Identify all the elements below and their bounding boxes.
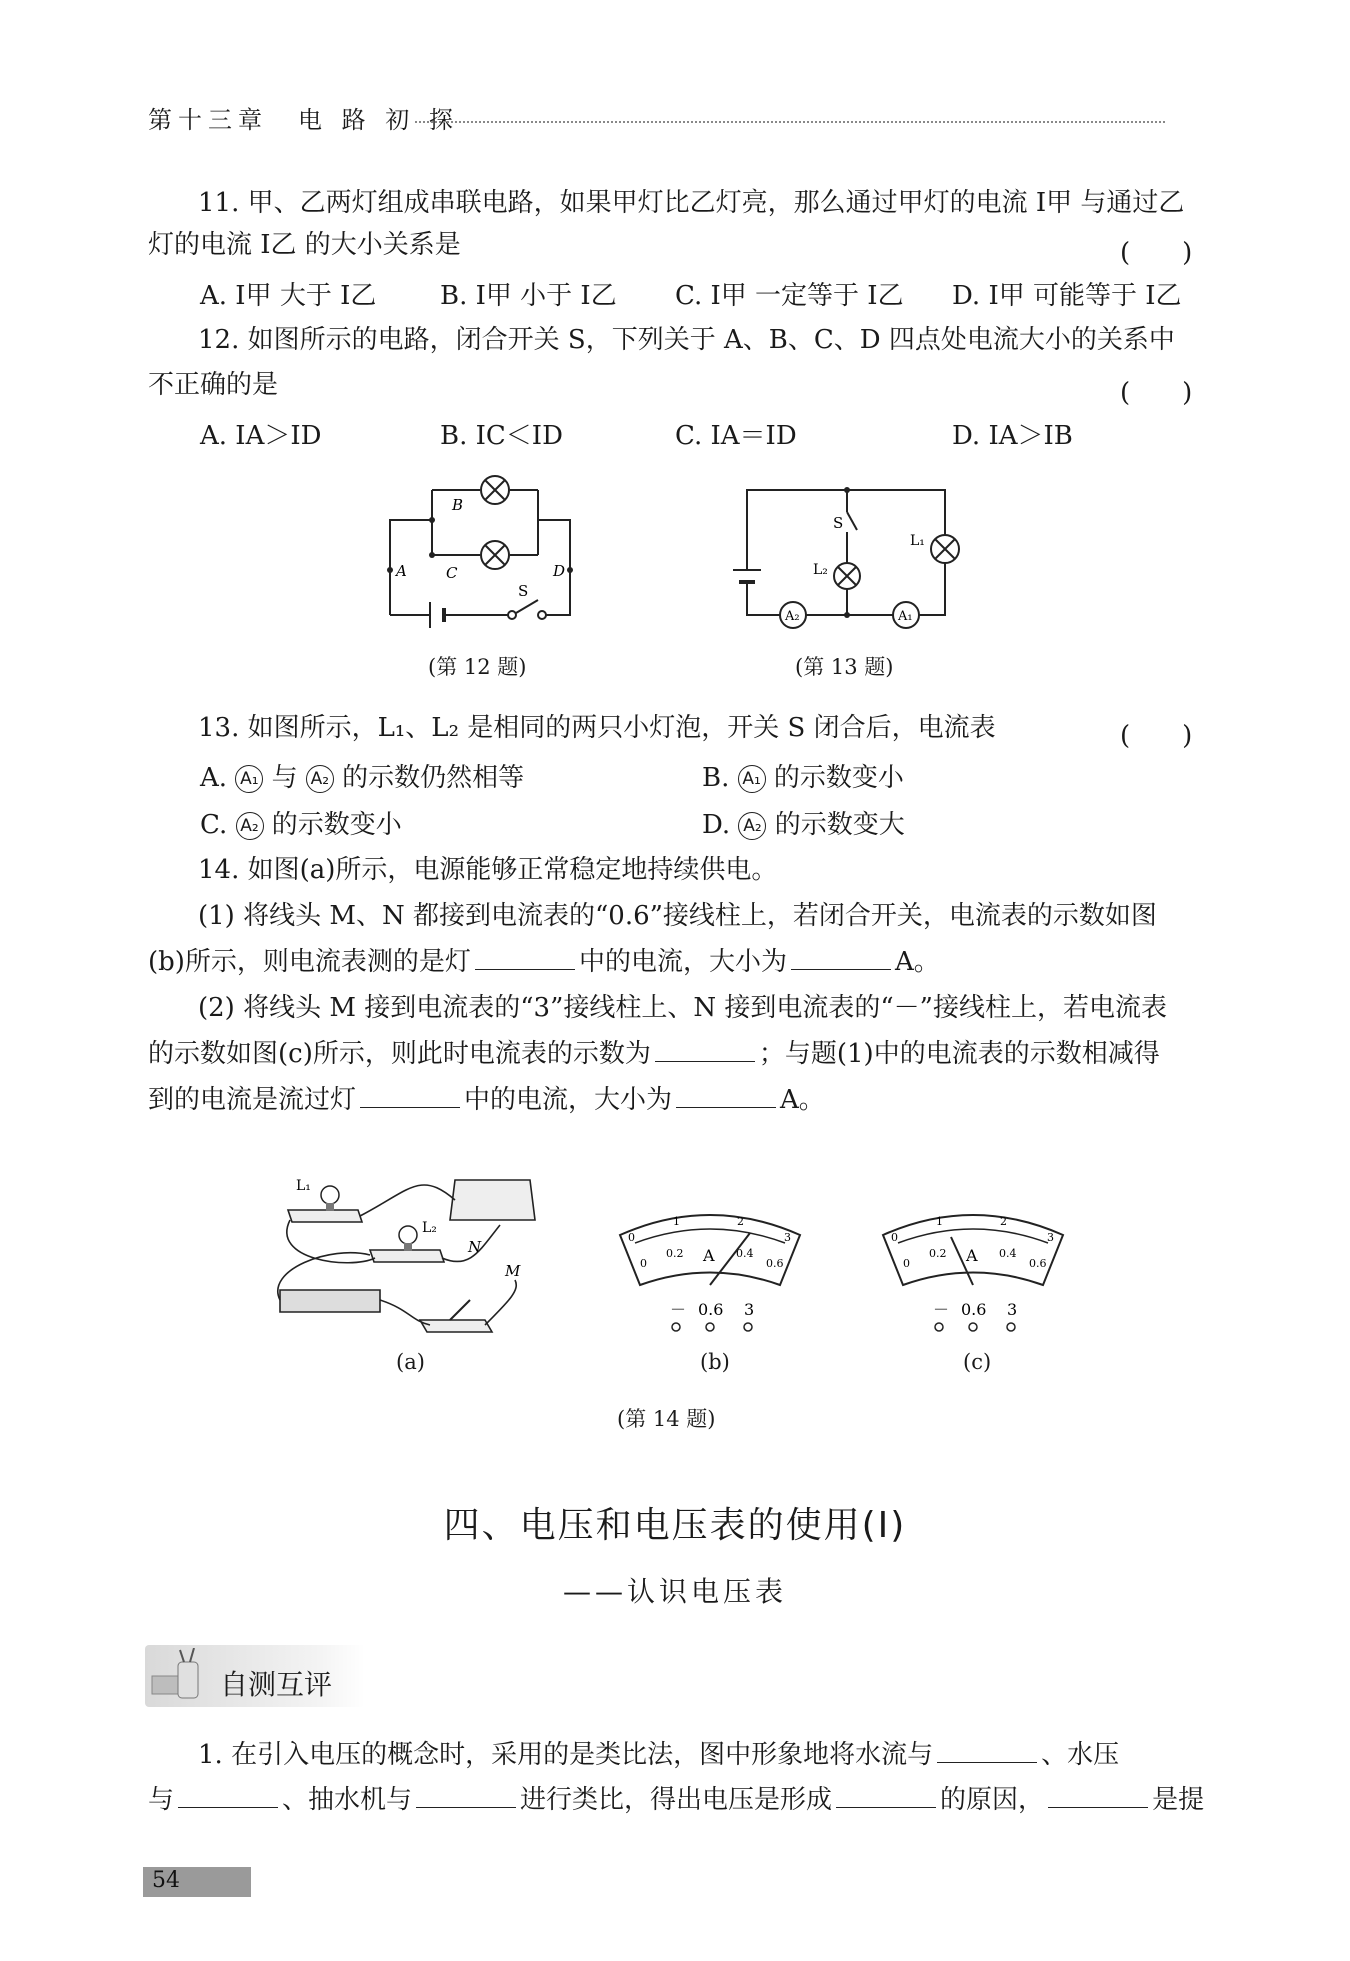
junction-dot [844,487,850,493]
self-test-badge-label: 自测互评 [220,1668,333,1701]
label-s: S [833,514,844,532]
wire [360,1185,455,1216]
q13-answer-paren: ( ) [1120,721,1193,751]
meter-terminal-3: 3 [744,1300,755,1319]
q13-option-b: B. A₁ 的示数变小 [702,763,904,793]
q12-option-a: A. IA＞ID [200,421,322,451]
q14-part1-line1: (1) 将线头 M、N 都接到电流表的“0.6”接线柱上，若闭合开关，电流表的示数如图 [198,901,1157,931]
figure-14a-sublabel: (a) [396,1350,425,1374]
lamp-icon [481,541,509,569]
q11-option-a: A. I甲 大于 I乙 [200,281,377,311]
q11-line2: 灯的电流 I乙 的大小关系是 [148,230,461,260]
q12-option-d: D. IA＞IB [952,421,1073,451]
answer-blank[interactable] [178,1781,278,1808]
ammeter-a1-label: A₁ [898,609,913,624]
ammeter-a2-label: A₂ [785,609,800,624]
q12-line1: 12. 如图所示的电路，闭合开关 S，下列关于 A、B、C、D 四点处电流大小的关系中 [198,325,1175,355]
meter-bottom-label-1: 0.2 [929,1247,947,1260]
q13-option-d: D. A₂ 的示数变大 [702,810,905,840]
figure-14c-sublabel: (c) [963,1350,992,1374]
page-number: 54 [152,1868,180,1893]
answer-blank[interactable] [1048,1781,1148,1808]
q11-option-d: D. I甲 可能等于 I乙 [952,281,1182,311]
q11-line1: 11. 甲、乙两灯组成串联电路，如果甲灯比乙灯亮，那么通过甲灯的电流 I甲 与通过乙 [198,188,1185,218]
switch-icon [508,600,546,619]
section-subtitle: ——认识电压表 [562,1575,787,1608]
meter-top-label-1: 1 [673,1215,680,1228]
label-n: N [468,1238,482,1256]
meter-unit: A [703,1246,715,1265]
switch-base [420,1320,492,1332]
ammeter-a1-symbol: A₁ [235,765,263,793]
ammeter-a2-symbol: A₂ [738,812,766,840]
figure-13-circuit [725,470,965,640]
meter-top-label-3: 3 [1047,1231,1054,1244]
q12-answer-paren: ( ) [1120,378,1193,408]
answer-blank[interactable] [791,943,891,970]
q11-option-c: C. I甲 一定等于 I乙 [675,281,904,311]
terminal-post [969,1323,977,1331]
figure-14b-meter [610,1205,810,1335]
meter-bottom-label-3: 0.6 [766,1257,784,1270]
meter-bottom-label-2: 0.4 [736,1247,754,1260]
figure-14b-sublabel: (b) [700,1350,730,1374]
label-b: B [452,496,464,514]
ammeter-a2-symbol: A₂ [236,812,264,840]
lamp1-board [288,1210,362,1222]
answer-blank[interactable] [475,943,575,970]
terminal-post [706,1323,714,1331]
figure-12-caption: (第 12 题) [428,655,527,679]
q13-line1: 13. 如图所示，L₁、L₂ 是相同的两只小灯泡，开关 S 闭合后，电流表 [198,713,996,743]
ammeter-a1-symbol: A₁ [738,765,766,793]
terminal-post [935,1323,943,1331]
q1-line1: 1. 在引入电压的概念时，采用的是类比法，图中形象地将水流与 、水压 [198,1735,1119,1775]
meter-terminal-3: 3 [1007,1300,1018,1319]
lamp-icon [481,476,509,504]
label-l2: L₂ [422,1220,437,1236]
answer-blank[interactable] [937,1736,1037,1763]
ammeter-body-icon [450,1180,535,1220]
q12-option-b: B. IC＜ID [440,421,563,451]
lamp-icon [931,535,959,563]
answer-blank[interactable] [676,1081,776,1108]
ammeter-icon [780,602,806,628]
switch-icon [450,1300,470,1320]
meter-top-label-2: 2 [1000,1215,1007,1228]
battery-icon [430,602,444,628]
section-title: 四、电压和电压表的使用(Ⅰ) [443,1505,907,1546]
meter-unit: A [966,1246,978,1265]
q12-option-c: C. IA＝ID [675,421,797,451]
bulb-icon [399,1226,417,1251]
junction-dot [844,612,850,618]
point-c-dot [429,552,435,558]
figure-14c-meter [873,1205,1073,1335]
label-l1: L₁ [910,533,925,549]
lamp-icon [834,563,860,589]
terminal-post [672,1323,680,1331]
bulb-icon [321,1186,339,1211]
meter-top-label-0: 0 [891,1231,898,1244]
answer-blank[interactable] [360,1081,460,1108]
meter-top-label-3: 3 [784,1231,791,1244]
point-a-dot [387,567,393,573]
meter-bottom-label-3: 0.6 [1029,1257,1047,1270]
figure-14a-apparatus [270,1150,560,1350]
label-l1: L₁ [296,1178,311,1194]
meter-bottom-label-1: 0.2 [666,1247,684,1260]
figure-14-caption: (第 14 题) [617,1407,716,1431]
lamp2-board [370,1250,444,1262]
label-s: S [518,582,529,600]
meter-bottom-label-0: 0 [903,1257,910,1270]
point-d-dot [567,567,573,573]
q14-part1-line2: (b)所示，则电流表测的是灯 中的电流，大小为 A。 [148,942,940,982]
pen-holder-icon [148,1648,212,1704]
meter-terminal-negative: － [670,1300,687,1319]
answer-blank[interactable] [655,1035,755,1062]
wire [485,1280,516,1325]
header-rule [415,121,1165,123]
wire [287,1220,375,1263]
q14-line1: 14. 如图(a)所示，电源能够正常稳定地持续供电。 [198,855,778,885]
answer-blank[interactable] [416,1781,516,1808]
label-l2: L₂ [813,562,828,578]
figure-12-circuit [370,470,590,630]
terminal-post [1007,1323,1015,1331]
q14-part2-line2: 的示数如图(c)所示，则此时电流表的示数为 ；与题(1)中的电流表的示数相减得 [148,1034,1160,1074]
label-c: C [446,564,458,582]
switch-icon [847,512,857,530]
meter-bottom-label-2: 0.4 [999,1247,1017,1260]
meter-terminal-0-6: 0.6 [698,1300,724,1319]
answer-blank[interactable] [836,1781,936,1808]
meter-top-label-0: 0 [628,1231,635,1244]
ammeter-a2-symbol: A₂ [306,765,334,793]
q11-answer-paren: ( ) [1120,238,1193,268]
ammeter-icon [893,602,919,628]
battery-icon [733,570,761,582]
battery-box-icon [280,1290,380,1312]
meter-terminal-0-6: 0.6 [961,1300,987,1319]
figure-13-caption: (第 13 题) [795,655,894,679]
q12-line2: 不正确的是 [148,370,279,400]
q14-part2-line3: 到的电流是流过灯 中的电流，大小为 A。 [148,1080,825,1120]
q1-line2: 与 、抽水机与 进行类比，得出电压是形成 的原因， 是提 [148,1780,1204,1820]
chapter-header: 第十三章 电 路 初 探 [148,106,459,134]
label-d: D [553,562,566,580]
q13-option-c: C. A₂ 的示数变小 [200,810,402,840]
meter-terminal-negative: － [933,1300,950,1319]
q14-part2-line1: (2) 将线头 M 接到电流表的“3”接线柱上、N 接到电流表的“－”接线柱上，若电流表 [198,993,1167,1023]
point-b-dot [429,517,435,523]
label-m: M [505,1262,521,1280]
meter-bottom-label-0: 0 [640,1257,647,1270]
terminal-post [744,1323,752,1331]
label-a: A [396,562,407,580]
q11-option-b: B. I甲 小于 I乙 [440,281,617,311]
meter-top-label-1: 1 [936,1215,943,1228]
q13-option-a: A. A₁ 与 A₂ 的示数仍然相等 [200,763,525,793]
meter-top-label-2: 2 [737,1215,744,1228]
